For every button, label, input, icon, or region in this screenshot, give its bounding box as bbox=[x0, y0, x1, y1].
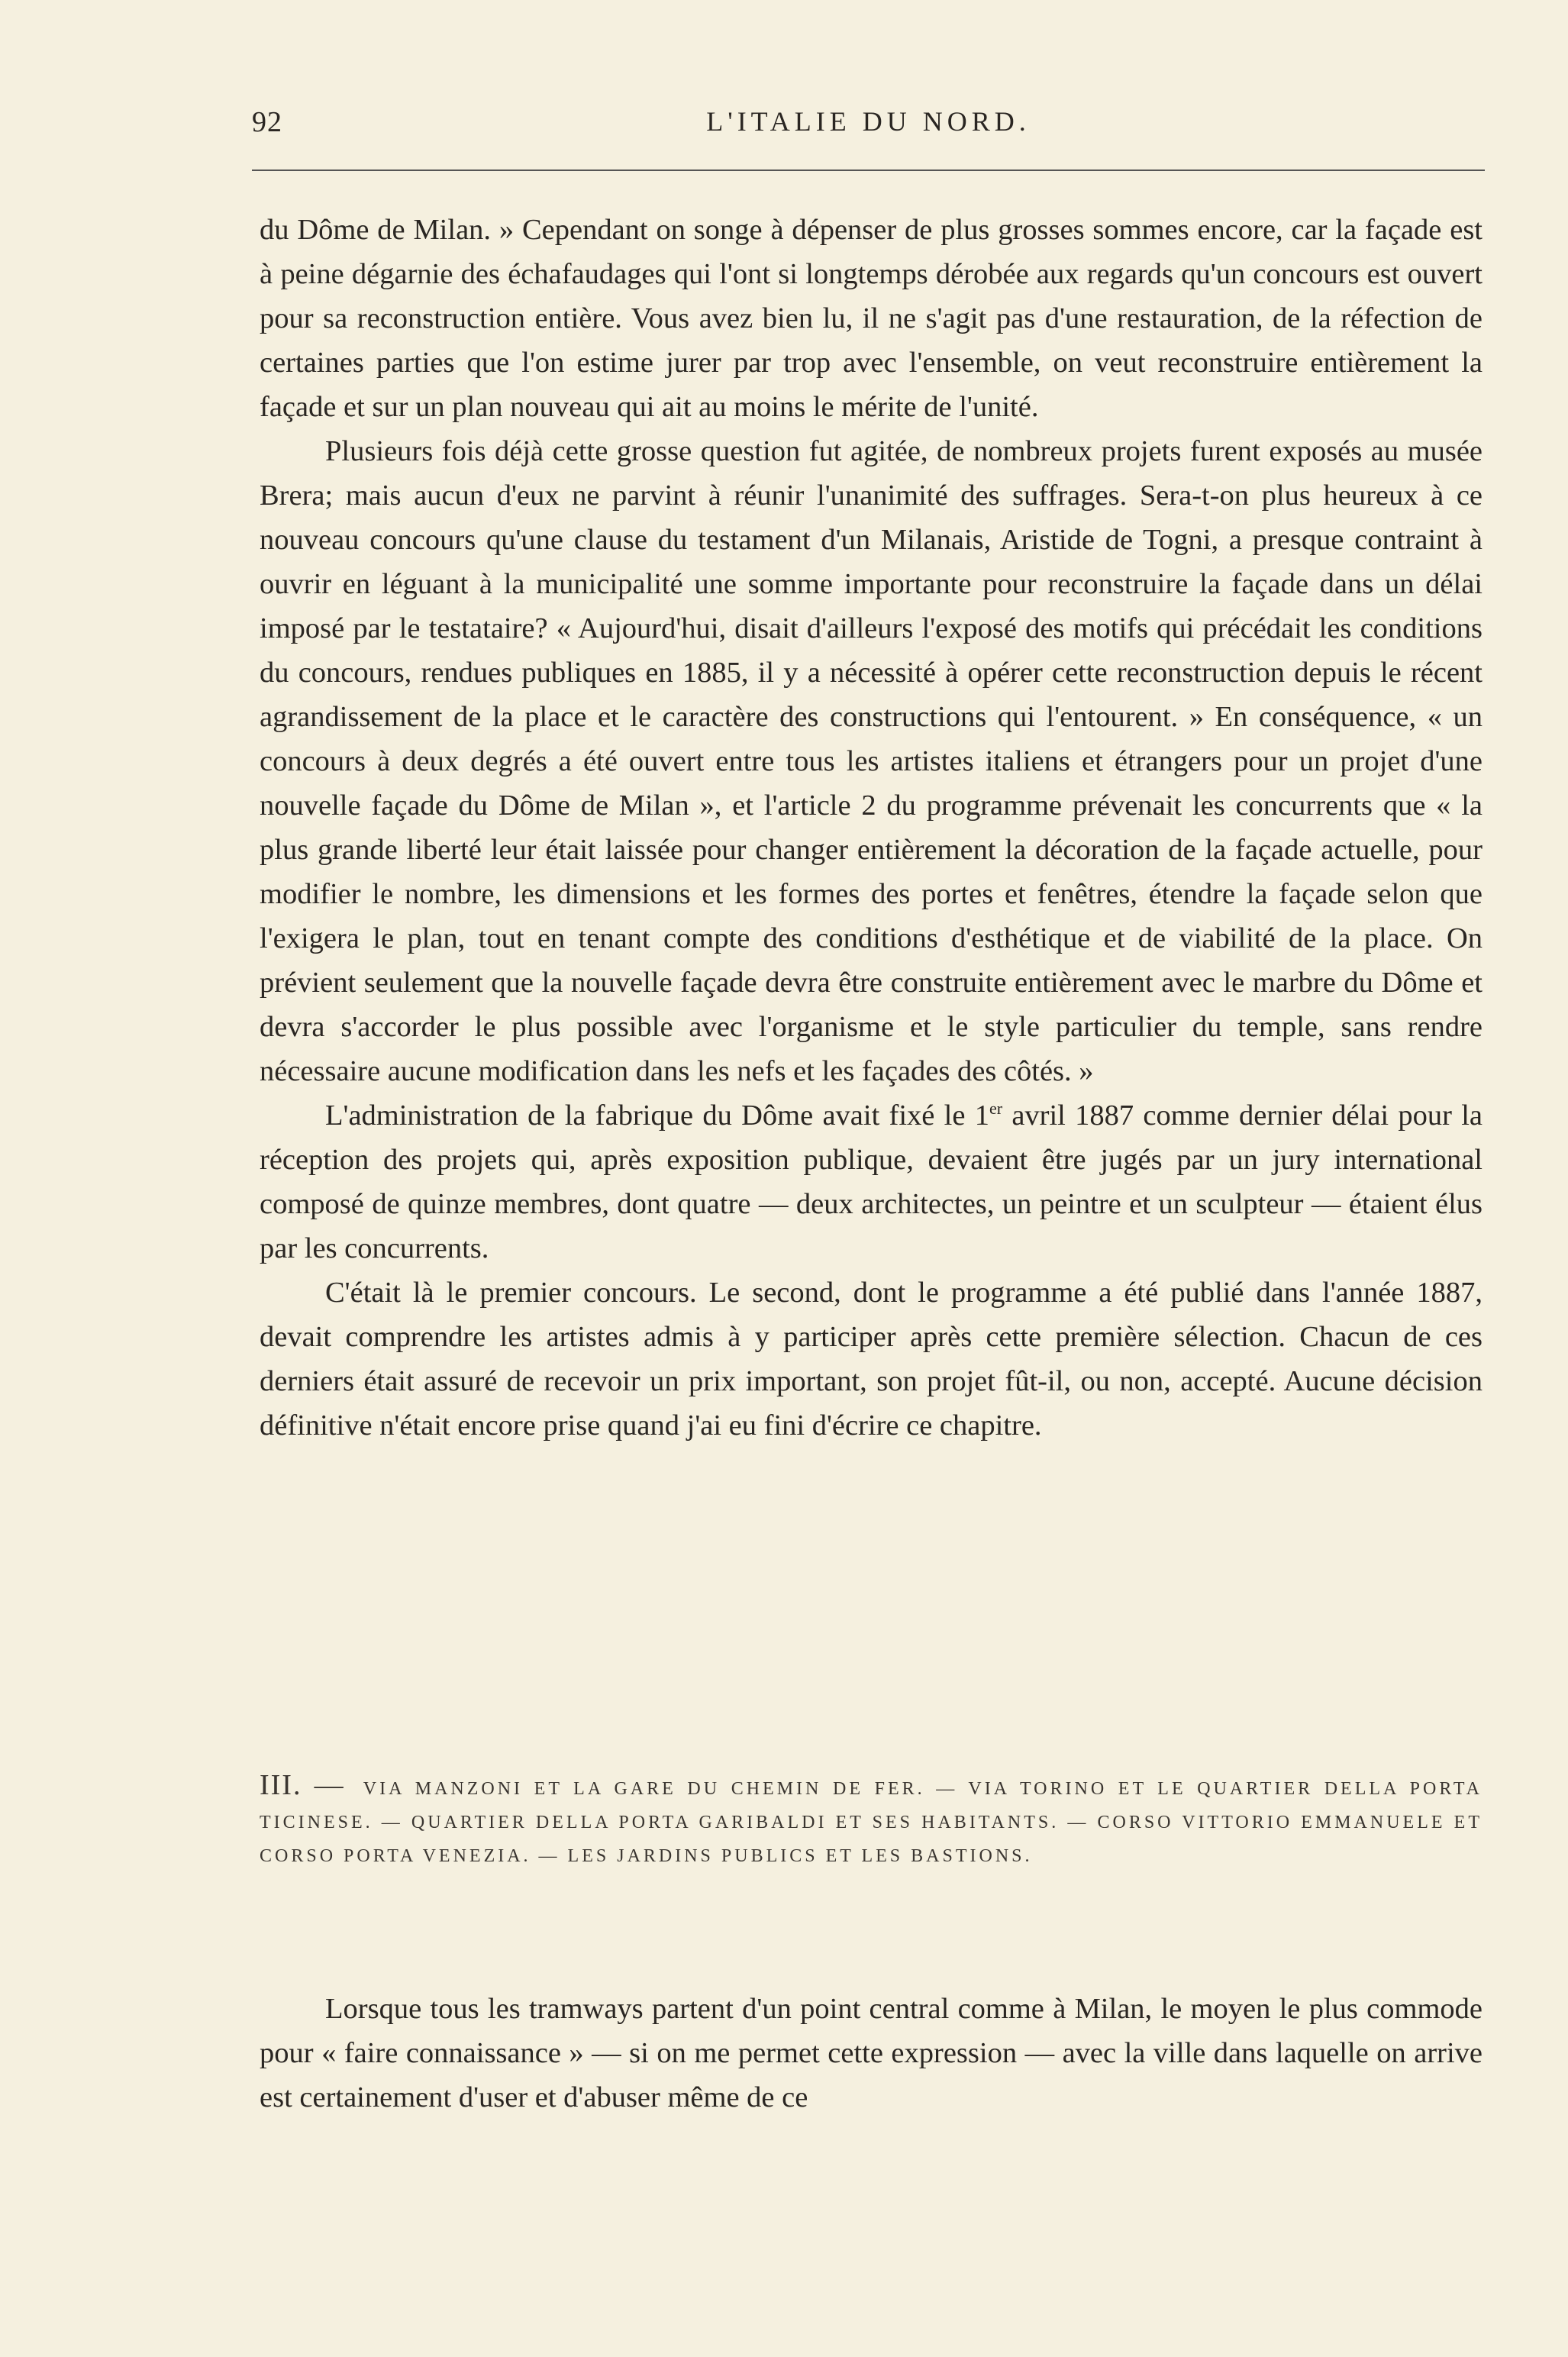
paragraph-second-concours: C'était là le premier concours. Le second, dont le programme a été publié dans l'année 1887, devait comprendre les artistes admis à y participer après cette première sélection. Chacun de ces derniers était assuré de recevoir un prix important, son projet fût-il, ou non, accepté. Aucune décision définitive n'était encore prise quand j'ai eu fini d'écrire ce chapitre. bbox=[260, 1277, 1483, 1442]
paragraph-administration bbox=[260, 1093, 1483, 1271]
header-rule bbox=[252, 170, 1485, 171]
ordinal-superscript: er bbox=[989, 1099, 1003, 1119]
paragraph-tramways: Lorsque tous les tramways partent d'un point central comme à Milan, le moyen le plus commode pour « faire connaissance » — si on me permet cette expression — avec la ville dans laquelle on arrive est certainement d'user et d'abuser même de ce bbox=[260, 1993, 1483, 2113]
section-title: VIA MANZONI ET LA GARE DU CHEMIN DE FER. — VIA TORINO ET LE QUARTIER DELLA PORTA TICINESE. — QUARTIER DELLA PORTA GARIBALDI ET SES HABITANTS. — CORSO VITTORIO EMMANUELE ET CORSO PORTA VENEZIA. — LES JARDINS PUBLICS ET LES BASTIONS. bbox=[260, 1779, 1483, 1866]
page-number: 92 bbox=[252, 106, 282, 138]
section-text bbox=[260, 1987, 1483, 2120]
page-header bbox=[252, 105, 1485, 151]
running-title: L'ITALIE DU NORD. bbox=[706, 106, 1031, 137]
main-text bbox=[260, 208, 1483, 1448]
paragraph-concours: Plusieurs fois déjà cette grosse question fut agitée, de nombreux projets furent exposés au musée Brera; mais aucun d'eux ne parvint à réunir l'unanimité des suffrages. Sera-t-on plus heureux à ce nouveau concours qu'une clause du testament d'un Milanais, Aristide de Togni, a presque contraint à ouvrir en léguant à la municipalité une somme importante pour reconstruire la façade dans un délai imposé par le testataire? « Aujourd'hui, disait d'ailleurs l'exposé des motifs qui précédait les conditions du concours, rendues publiques en 1885, il y a nécessité à opérer cette reconstruction depuis le récent agrandissement de la place et le caractère des constructions qui l'entourent. » En conséquence, « un concours à deux degrés a été ouvert entre tous les artistes italiens et étrangers pour un projet d'une nouvelle façade du Dôme de Milan », et l'article 2 du programme prévenait les concurrents que « la plus grande liberté leur était laissée pour changer entièrement la décoration de la façade actuelle, pour modifier le nombre, les dimensions et les formes des portes et fenêtres, étendre la façade selon que l'exigera le plan, tout en tenant compte des conditions d'esthétique et de viabilité de la place. On prévient seulement que la nouvelle façade devra être construite entièrement avec le marbre du Dôme et devra s'accorder le plus possible avec l'organisme et le style particulier du temple, sans rendre nécessaire aucune modification dans les nefs et les façades des côtés. » bbox=[260, 435, 1483, 1087]
section-numeral: III. — bbox=[260, 1769, 345, 1801]
paragraph-continuation: du Dôme de Milan. » Cependant on songe à dépenser de plus grosses sommes encore, car la façade est à peine dégarnie des échafaudages qui l'ont si longtemps dérobée aux regards qu'un concours est ouvert pour sa reconstruction entière. Vous avez bien lu, il ne s'agit pas d'une restauration, de la réfection de certaines parties que l'on estime jurer par trop avec l'ensemble, on veut reconstruire entièrement la façade et sur un plan nouveau qui ait au moins le mérite de l'unité. bbox=[260, 214, 1483, 423]
section-heading bbox=[260, 1768, 1483, 1873]
admin-text-end: avril 1887 comme dernier délai pour la réception des projets qui, après exposition publique, devaient être jugés par un jury international composé de quinze membres, dont quatre — deux architectes, un peintre et un sculpteur — étaient élus par les concurrents. bbox=[260, 1099, 1483, 1264]
admin-text-start: L'administration de la fabrique du Dôme avait fixé le 1 bbox=[325, 1099, 989, 1132]
